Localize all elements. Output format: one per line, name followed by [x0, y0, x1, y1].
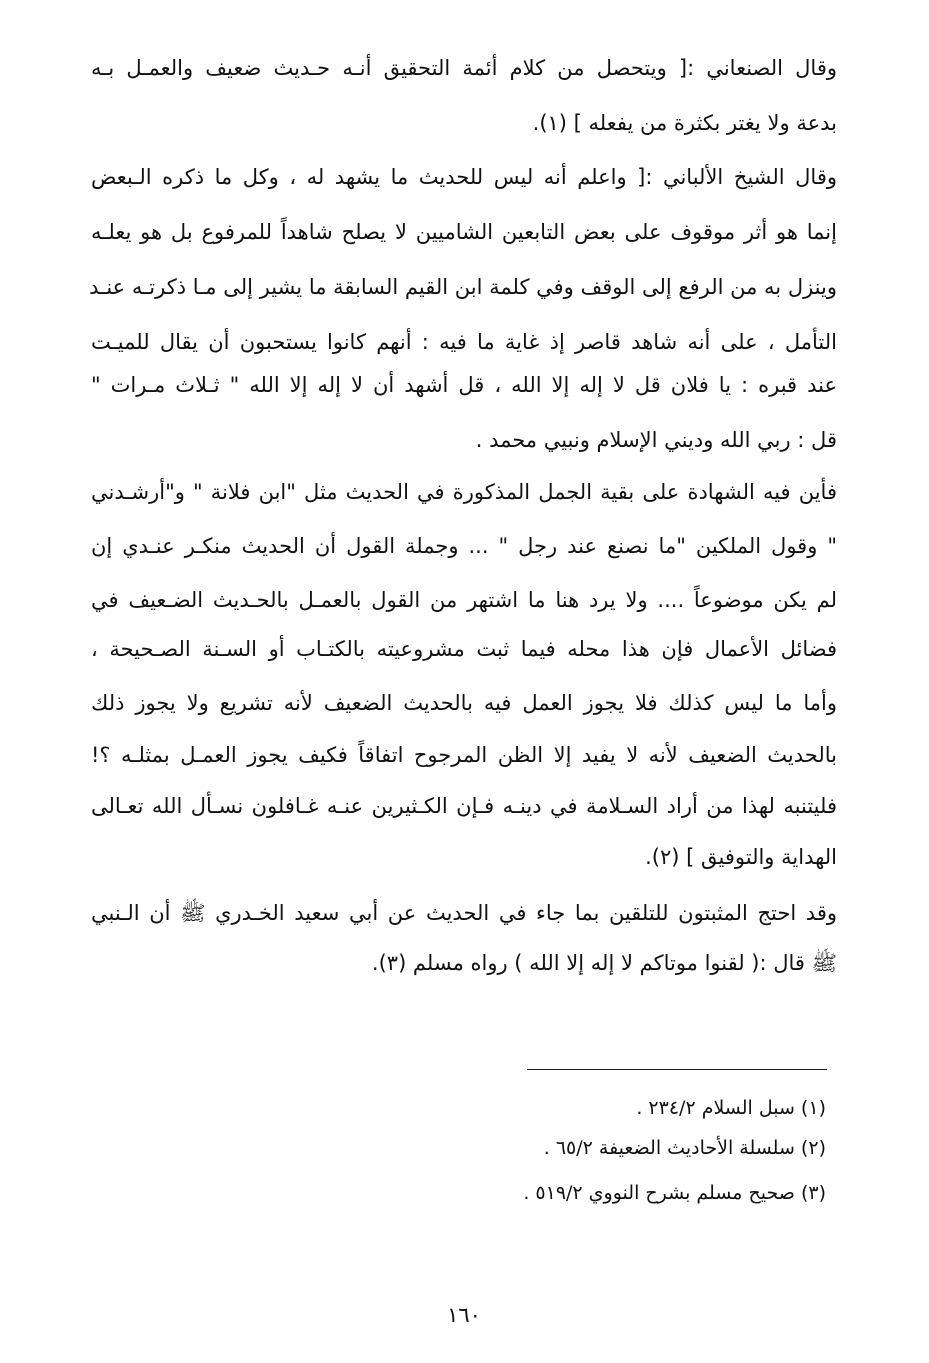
text-line-7: عند قبره : يا فلان قل لا إله إلا الله ، قل أشهد أن لا إله إلا الله " ثـلاث مـرات " — [91, 373, 837, 397]
text-line-2: بدعة ولا يغتر بكثرة من يفعله ] (١). — [532, 111, 837, 135]
text-line-5: وينزل به من الرفع إلى الوقف وفي كلمة ابن القيم السابقة ما يشير إلى مـا ذكرتـه عنـد — [89, 275, 837, 299]
text-line-18: ﷺ قال :( لقنوا موتاكم لا إله إلا الله ) رواه مسلم (٣). — [371, 951, 837, 975]
text-line-8: قل : ربي الله وديني الإسلام ونبيي محمد . — [475, 428, 837, 452]
text-line-11: لم يكن موضوعاً .... ولا يرد هنا ما اشتهر من القول بالعمـل بالحـديث الضـعيف في — [91, 588, 837, 612]
footnote-3: (٣) صحيح مسلم بشرح النووي ٥١٩/٢ . — [523, 1182, 826, 1204]
text-line-17: وقد احتج المثبتون للتلقين بما جاء في الحديث عن أبي سعيد الخـدري ﷺ أن الـنبي — [91, 901, 837, 925]
text-line-6: التأمل ، على أنه شاهد قاصر إذ غاية ما فيه : أنهم كانوا يستحبون أن يقال للميـت — [91, 330, 837, 354]
page-number: ١٦٠ — [447, 1303, 481, 1327]
footnote-separator — [527, 1069, 827, 1070]
text-line-12: فضائل الأعمال فإن هذا محله فيما ثبت مشروعيته بالكتـاب أو السـنة الصـحيحة ، — [91, 637, 837, 661]
text-line-9: فأين فيه الشهادة على بقية الجمل المذكورة في الحديث مثل "ابن فلانة " و"أرشـدني — [91, 480, 837, 504]
text-line-16: الهداية والتوفيق ] (٢). — [645, 845, 837, 869]
text-line-4: إنما هو أثر موقوف على بعض التابعين الشاميين لا يصلح شاهداً للمرفوع بل هو يعلـه — [91, 220, 837, 244]
text-line-10: " وقول الملكين "ما نصنع عند رجل " ... وجملة القول أن الحديث منكـر عنـدي إن — [91, 534, 837, 558]
text-line-14: بالحديث الضعيف لأنه لا يفيد إلا الظن المرجوح اتفاقاً فكيف يجوز العمـل بمثلـه ؟! — [91, 743, 837, 767]
footnote-1: (١) سبل السلام ٢٣٤/٢ . — [636, 1097, 826, 1119]
text-line-15: فليتنبه لهذا من أراد السـلامة في دينـه فـإن الكـثيرين عنـه غـافلون نسـأل الله تعـالى — [91, 794, 837, 818]
footnote-2: (٢) سلسلة الأحاديث الضعيفة ٦٥/٢ . — [543, 1137, 826, 1159]
text-line-3: وقال الشيخ الألباني :[ واعلم أنه ليس للحديث ما يشهد له ، وكل ما ذكره الـبعض — [91, 165, 837, 189]
text-line-13: وأما ما ليس كذلك فلا يجوز العمل فيه بالحديث الضعيف لأنه تشريع ولا يجوز ذلك — [91, 691, 837, 715]
text-line-1: وقال الصنعاني :[ ويتحصل من كلام أئمة التحقيق أنـه حـديث ضعيف والعمـل بـه — [91, 56, 837, 80]
